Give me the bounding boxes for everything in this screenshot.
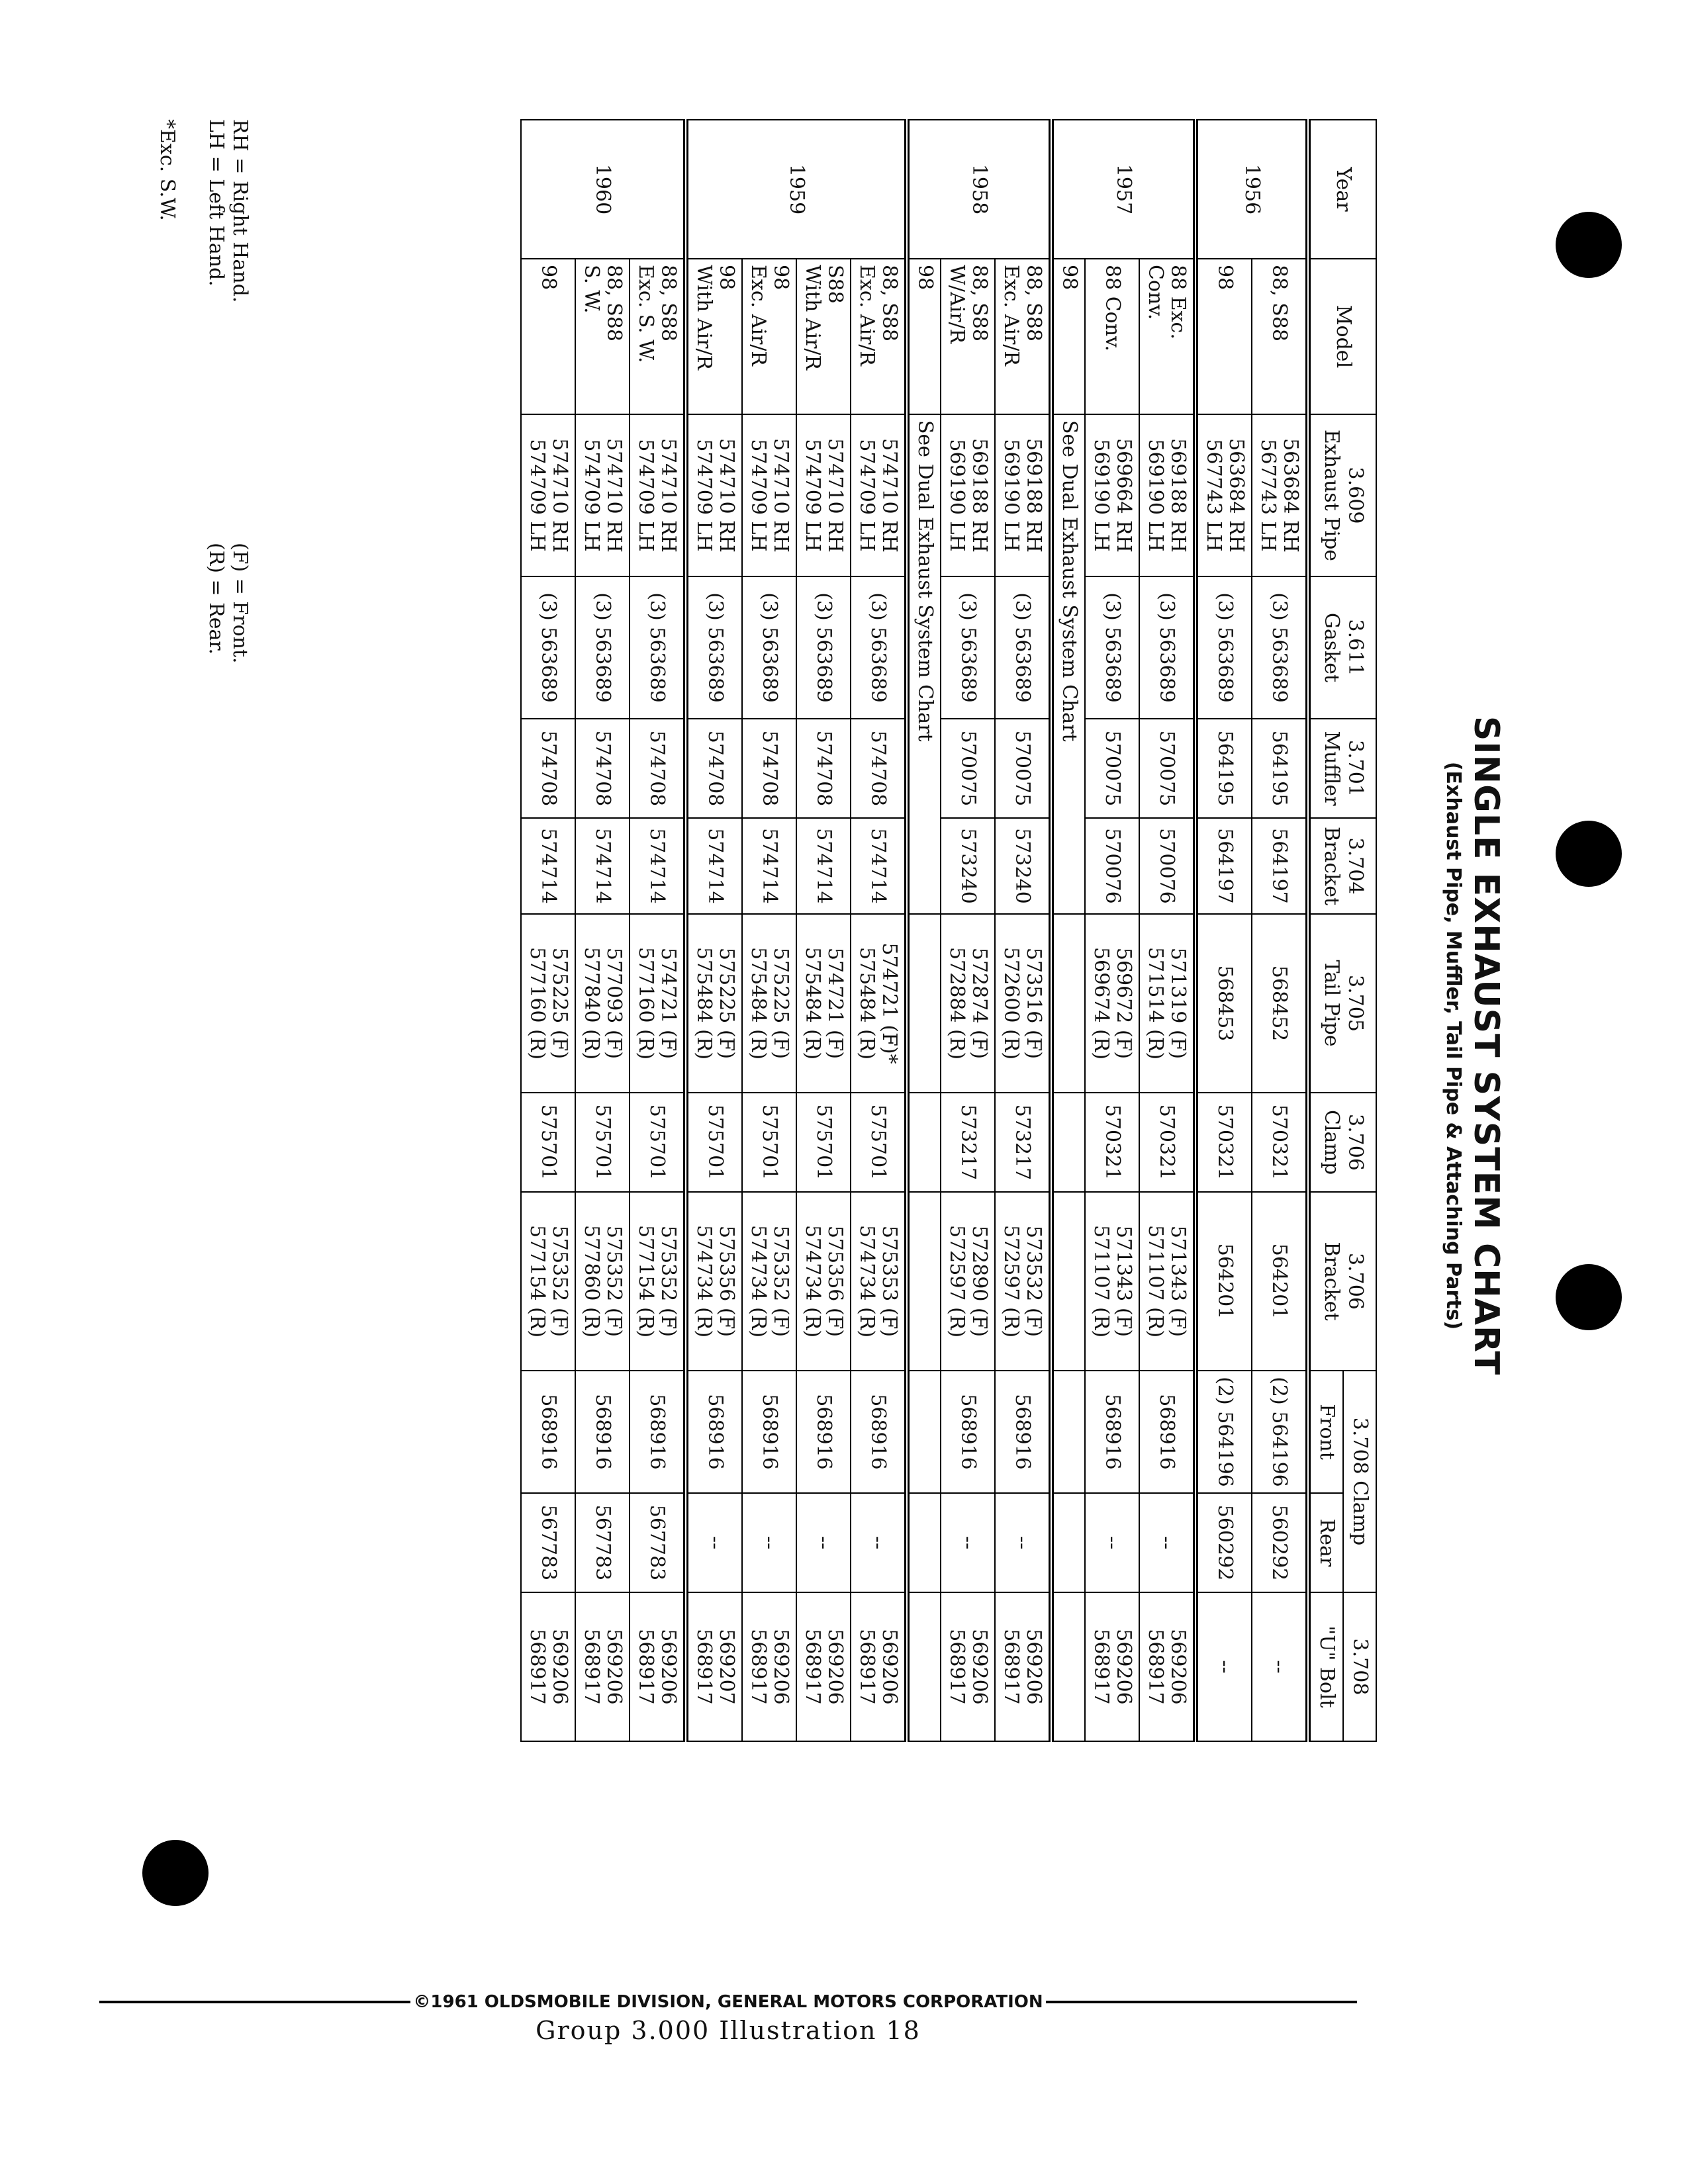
gasket-cell: (3) 563689 [630, 576, 686, 719]
ubolt-cell: 569206 568917 [995, 1592, 1051, 1741]
bracket704-cell: 574714 [742, 818, 796, 914]
ubolt-cell: 569206 568917 [851, 1592, 907, 1741]
bracket706-cell: 573532 (F) 572597 (R) [995, 1192, 1051, 1371]
clamp-rear-cell: -- [796, 1493, 851, 1592]
title-block [1440, 86, 1506, 2005]
ubolt-cell: 569207 568917 [686, 1592, 742, 1741]
empty-cell [1051, 1371, 1085, 1493]
bracket706-cell: 571343 (F) 571107 (R) [1139, 1192, 1196, 1371]
empty-cell [907, 1093, 941, 1192]
year-cell: 1957 [1051, 120, 1196, 259]
header-exhaust-pipe: 3.609 Exhaust Pipe [1308, 414, 1376, 576]
clamp-rear-cell: -- [1139, 1493, 1196, 1592]
tail-cell: 572874 (F) 572884 (R) [941, 914, 995, 1093]
binder-hole-middle [1556, 821, 1622, 887]
muffler-cell: 574708 [686, 719, 742, 818]
ubolt-cell: 569206 568917 [742, 1592, 796, 1741]
gasket-cell: (3) 563689 [1252, 576, 1308, 719]
tail-cell: 573516 (F) 572600 (R) [995, 914, 1051, 1093]
clamp-front-cell: 568916 [941, 1371, 995, 1493]
see-dual-chart-note: See Dual Exhaust System Chart [907, 414, 941, 914]
table-row [796, 120, 851, 1741]
binder-hole-top [1556, 212, 1622, 278]
muffler-cell: 564195 [1196, 719, 1252, 818]
clamp-rear-cell: -- [686, 1493, 742, 1592]
model-cell: 98 [1196, 259, 1252, 414]
gasket-cell: (3) 563689 [995, 576, 1051, 719]
bracket706-cell: 564201 [1252, 1192, 1308, 1371]
header-bracket-3706: 3.706 Bracket [1308, 1192, 1376, 1371]
clamp-rear-cell: -- [1085, 1493, 1139, 1592]
page-footer [99, 1992, 1357, 2045]
model-cell: 98 [1051, 259, 1085, 414]
tail-cell: 575225 (F) 575484 (R) [742, 914, 796, 1093]
gasket-cell: (3) 563689 [575, 576, 630, 719]
table-row [575, 120, 630, 1741]
exhaust-cell: 574710 RH 574709 LH [575, 414, 630, 576]
exhaust-cell: 569664 RH 569190 LH [1085, 414, 1139, 576]
model-cell: 88, S88 [1252, 259, 1308, 414]
tail-cell: 574721 (F) 575484 (R) [796, 914, 851, 1093]
muffler-cell: 570075 [1139, 719, 1196, 818]
exhaust-cell: 569188 RH 569190 LH [995, 414, 1051, 576]
ubolt-cell: 569206 568917 [1085, 1592, 1139, 1741]
table-row [521, 120, 575, 1741]
clamp706-cell: 575701 [742, 1093, 796, 1192]
clamp-front-cell: (2) 564196 [1196, 1371, 1252, 1493]
table-row [907, 120, 941, 1741]
gasket-cell: (3) 563689 [851, 576, 907, 719]
year-cell: 1960 [521, 120, 686, 259]
clamp706-cell: 570321 [1196, 1093, 1252, 1192]
model-cell: 98 Exc. Air/R [742, 259, 796, 414]
clamp-rear-cell: 567783 [575, 1493, 630, 1592]
bracket704-cell: 574714 [851, 818, 907, 914]
bracket706-cell: 575352 (F) 577860 (R) [575, 1192, 630, 1371]
exhaust-parts-table [520, 119, 1377, 1742]
tail-cell: 571319 (F) 571514 (R) [1139, 914, 1196, 1093]
legend-position [204, 543, 252, 664]
header-tail-pipe: 3.705 Tail Pipe [1308, 914, 1376, 1093]
tail-cell: 577093 (F) 577840 (R) [575, 914, 630, 1093]
table-row [630, 120, 686, 1741]
clamp-front-cell: 568916 [521, 1371, 575, 1493]
tail-cell: 569672 (F) 569674 (R) [1085, 914, 1139, 1093]
illustration-caption: Group 3.000 Illustration 18 [536, 2016, 921, 2045]
year-group-1960 [521, 120, 686, 1741]
ubolt-cell: 569206 568917 [630, 1592, 686, 1741]
muffler-cell: 574708 [575, 719, 630, 818]
header-clamp-rear: Rear [1308, 1493, 1343, 1592]
clamp-rear-cell: 560292 [1252, 1493, 1308, 1592]
legend-lh: LH = Left Hand. [205, 119, 228, 287]
model-cell: 88 Exc. Conv. [1139, 259, 1196, 414]
muffler-cell: 574708 [742, 719, 796, 818]
gasket-cell: (3) 563689 [1139, 576, 1196, 719]
copyright-notice: ©1961 OLDSMOBILE DIVISION, GENERAL MOTORS CORPORATION [413, 1992, 1043, 2012]
table-row [1085, 120, 1139, 1741]
year-cell: 1959 [686, 120, 907, 259]
header-clamp-3706: 3.706 Clamp [1308, 1093, 1376, 1192]
bracket706-cell: 575356 (F) 574734 (R) [796, 1192, 851, 1371]
bracket704-cell: 573240 [995, 818, 1051, 914]
muffler-cell: 570075 [1085, 719, 1139, 818]
see-dual-chart-note: See Dual Exhaust System Chart [1051, 414, 1085, 914]
ubolt-cell: -- [1196, 1592, 1252, 1741]
clamp706-cell: 575701 [521, 1093, 575, 1192]
exhaust-cell: 574710 RH 574709 LH [521, 414, 575, 576]
header-muffler: 3.701 Muffler [1308, 719, 1376, 818]
bracket704-cell: 574714 [630, 818, 686, 914]
footer-rule-right [1046, 2001, 1357, 2003]
table-row [742, 120, 796, 1741]
tail-cell: 568452 [1252, 914, 1308, 1093]
empty-cell [1051, 1093, 1085, 1192]
empty-cell [1051, 1192, 1085, 1371]
table-row [941, 120, 995, 1741]
bracket704-cell: 574714 [521, 818, 575, 914]
bracket704-cell: 570076 [1139, 818, 1196, 914]
exhaust-cell: 563684 RH 567743 LH [1196, 414, 1252, 576]
clamp-rear-cell: -- [742, 1493, 796, 1592]
muffler-cell: 574708 [630, 719, 686, 818]
copyright-rule [99, 1992, 1357, 2012]
clamp706-cell: 575701 [575, 1093, 630, 1192]
clamp706-cell: 570321 [1085, 1093, 1139, 1192]
clamp-front-cell: 568916 [995, 1371, 1051, 1493]
gasket-cell: (3) 563689 [1085, 576, 1139, 719]
bracket704-cell: 573240 [941, 818, 995, 914]
clamp706-cell: 575701 [630, 1093, 686, 1192]
clamp706-cell: 573217 [941, 1093, 995, 1192]
gasket-cell: (3) 563689 [1196, 576, 1252, 719]
empty-cell [907, 1592, 941, 1741]
gasket-cell: (3) 563689 [796, 576, 851, 719]
clamp-rear-cell: 567783 [630, 1493, 686, 1592]
footnote: *Exc. S.W. [156, 119, 179, 221]
model-cell: 98 [907, 259, 941, 414]
table-row [1252, 120, 1308, 1741]
tail-cell: 575225 (F) 575484 (R) [686, 914, 742, 1093]
binder-hole-bottom [142, 1840, 209, 1906]
clamp-front-cell: 568916 [742, 1371, 796, 1493]
empty-cell [1051, 1592, 1085, 1741]
clamp706-cell: 575701 [851, 1093, 907, 1192]
header-year: Year [1308, 120, 1376, 259]
clamp-front-cell: 568916 [796, 1371, 851, 1493]
clamp706-cell: 573217 [995, 1093, 1051, 1192]
table-header [1308, 120, 1376, 1741]
bracket706-cell: 575356 (F) 574734 (R) [686, 1192, 742, 1371]
empty-cell [907, 1371, 941, 1493]
header-gasket: 3.611 Gasket [1308, 576, 1376, 719]
bracket704-cell: 574714 [575, 818, 630, 914]
bracket704-cell: 564197 [1196, 818, 1252, 914]
gasket-cell: (3) 563689 [521, 576, 575, 719]
clamp-front-cell: 568916 [575, 1371, 630, 1493]
clamp-front-cell: 568916 [686, 1371, 742, 1493]
clamp706-cell: 575701 [686, 1093, 742, 1192]
bracket706-cell: 575353 (F) 574734 (R) [851, 1192, 907, 1371]
bracket704-cell: 570076 [1085, 818, 1139, 914]
year-cell: 1956 [1196, 120, 1308, 259]
table-row [1196, 120, 1252, 1741]
bracket704-cell: 574714 [686, 818, 742, 914]
exhaust-cell: 574710 RH 574709 LH [686, 414, 742, 576]
clamp706-cell: 575701 [796, 1093, 851, 1192]
bracket706-cell: 575352 (F) 574734 (R) [742, 1192, 796, 1371]
model-cell: 88, S88 S. W. [575, 259, 630, 414]
clamp706-cell: 570321 [1252, 1093, 1308, 1192]
empty-cell [907, 914, 941, 1093]
table-row [851, 120, 907, 1741]
bracket704-cell: 574714 [796, 818, 851, 914]
exhaust-cell: 569188 RH 569190 LH [1139, 414, 1196, 576]
binder-hole-lower [1556, 1264, 1622, 1330]
table-row [686, 120, 742, 1741]
empty-cell [1051, 1493, 1085, 1592]
exhaust-cell: 569188 RH 569190 LH [941, 414, 995, 576]
ubolt-cell: 569206 568917 [941, 1592, 995, 1741]
muffler-cell: 564195 [1252, 719, 1308, 818]
table-row [1051, 120, 1085, 1741]
clamp-front-cell: 568916 [1085, 1371, 1139, 1493]
tail-cell: 574721 (F)* 575484 (R) [851, 914, 907, 1093]
model-cell: 98 [521, 259, 575, 414]
gasket-cell: (3) 563689 [941, 576, 995, 719]
ubolt-cell: 569206 568917 [521, 1592, 575, 1741]
empty-cell [1051, 914, 1085, 1093]
muffler-cell: 570075 [995, 719, 1051, 818]
bracket706-cell: 575352 (F) 577154 (R) [630, 1192, 686, 1371]
model-cell: 88, S88 Exc. S. W. [630, 259, 686, 414]
clamp-front-cell: (2) 564196 [1252, 1371, 1308, 1493]
muffler-cell: 574708 [851, 719, 907, 818]
year-cell: 1958 [907, 120, 1051, 259]
clamp-rear-cell: 567783 [521, 1493, 575, 1592]
model-cell: 98 With Air/R [686, 259, 742, 414]
table-row [1139, 120, 1196, 1741]
footer-rule-left [99, 2001, 410, 2003]
clamp-front-cell: 568916 [1139, 1371, 1196, 1493]
tail-cell: 568453 [1196, 914, 1252, 1093]
clamp-rear-cell: -- [851, 1493, 907, 1592]
bracket706-cell: 572890 (F) 572597 (R) [941, 1192, 995, 1371]
header-ubolt: "U" Bolt [1308, 1592, 1343, 1741]
model-cell: 88 Conv. [1085, 259, 1139, 414]
bracket706-cell: 571343 (F) 571107 (R) [1085, 1192, 1139, 1371]
header-clamp-3708: 3.708 Clamp [1343, 1371, 1376, 1592]
exhaust-cell: 563684 RH 567743 LH [1252, 414, 1308, 576]
ubolt-cell: 569206 568917 [575, 1592, 630, 1741]
legend-hand [204, 119, 252, 302]
exhaust-cell: 574710 RH 574709 LH [851, 414, 907, 576]
model-cell: 88, S88 W/Air/R [941, 259, 995, 414]
header-clamp-front: Front [1308, 1371, 1343, 1493]
bracket704-cell: 564197 [1252, 818, 1308, 914]
clamp-rear-cell: -- [941, 1493, 995, 1592]
year-group-1959 [686, 120, 907, 1741]
tail-cell: 575225 (F) 577160 (R) [521, 914, 575, 1093]
header-bracket-3704: 3.704 Bracket [1308, 818, 1376, 914]
legend-rh: RH = Right Hand. [228, 119, 252, 303]
legend-front: (F) = Front. [228, 543, 252, 664]
model-cell: 88, S88 Exc. Air/R [851, 259, 907, 414]
muffler-cell: 574708 [796, 719, 851, 818]
year-group-1956 [1196, 120, 1308, 1741]
gasket-cell: (3) 563689 [742, 576, 796, 719]
bracket706-cell: 575352 (F) 577154 (R) [521, 1192, 575, 1371]
chart-subtitle: (Exhaust Pipe, Muffler, Tail Pipe & Attaching Parts) [1442, 761, 1465, 1330]
ubolt-cell: -- [1252, 1592, 1308, 1741]
year-group-1957 [1051, 120, 1196, 1741]
clamp-front-cell: 568916 [630, 1371, 686, 1493]
muffler-cell: 574708 [521, 719, 575, 818]
legend-rear: (R) = Rear. [205, 543, 228, 655]
empty-cell [907, 1192, 941, 1371]
clamp706-cell: 570321 [1139, 1093, 1196, 1192]
chart-title: SINGLE EXHAUST SYSTEM CHART [1466, 715, 1506, 1376]
ubolt-cell: 569206 568917 [796, 1592, 851, 1741]
exhaust-cell: 574710 RH 574709 LH [796, 414, 851, 576]
gasket-cell: (3) 563689 [686, 576, 742, 719]
clamp-front-cell: 568916 [851, 1371, 907, 1493]
clamp-rear-cell: 560292 [1196, 1493, 1252, 1592]
year-group-1958 [907, 120, 1051, 1741]
empty-cell [907, 1493, 941, 1592]
muffler-cell: 570075 [941, 719, 995, 818]
exhaust-cell: 574710 RH 574709 LH [742, 414, 796, 576]
clamp-rear-cell: -- [995, 1493, 1051, 1592]
header-ubolt-code: 3.708 [1343, 1592, 1376, 1741]
exhaust-cell: 574710 RH 574709 LH [630, 414, 686, 576]
header-model: Model [1308, 259, 1376, 414]
ubolt-cell: 569206 568917 [1139, 1592, 1196, 1741]
bracket706-cell: 564201 [1196, 1192, 1252, 1371]
tail-cell: 574721 (F) 577160 (R) [630, 914, 686, 1093]
rotated-chart-sheet [116, 86, 1506, 2005]
table-row [995, 120, 1051, 1741]
model-cell: S88 With Air/R [796, 259, 851, 414]
model-cell: 88, S88 Exc. Air/R [995, 259, 1051, 414]
